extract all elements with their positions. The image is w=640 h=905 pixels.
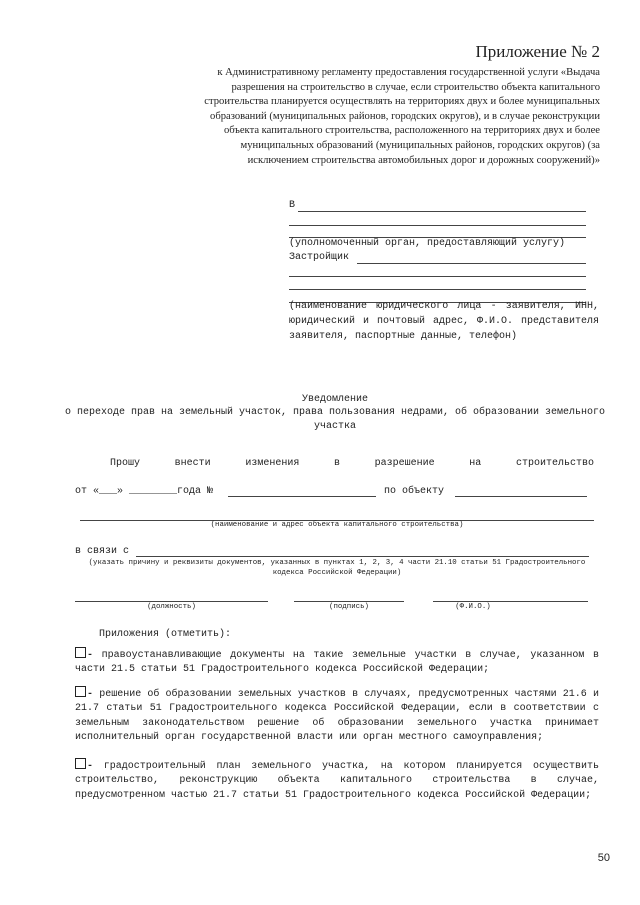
- reason-line: [136, 556, 589, 557]
- attachment-item: - правоустанавливающие документы на такие земельные участки в случае, указанном в части 21.5 статьи 51 Градостроительного кодекса Российской Федерации;: [75, 647, 599, 678]
- developer-line: [289, 289, 586, 290]
- developer-line: [289, 276, 586, 277]
- attachment-text: правоустанавливающие документы на такие земельные участки в случае, указанном в части 21.5 статьи 51 Градостроительного кодекса Российской Федерации;: [75, 650, 599, 676]
- attachments-heading: Приложения (отметить):: [99, 629, 232, 640]
- authority-caption: (уполномоченный орган, предоставляющий услугу): [289, 238, 566, 249]
- attachment-item: - градостроительный план земельного участка, на котором планируется осуществить строительство, реконструкцию объекта капитального строительства в случае, предусмотренном частью 21.7 статьи 51 Градостроительного кодекса Российской Федерации;: [75, 758, 599, 803]
- reason-label: в связи с: [75, 546, 130, 557]
- position-caption: (должность): [147, 603, 196, 611]
- attachment-text: решение об образовании земельных участков в случаях, предусмотренных частями 21.6 и 21.7 статьи 51 Градостроительного кодекса Российской Федерации, если в соответствии с земельным законодательством решение об образовании земельного участка принимает исполнительный орган государственной власти или орган местного самоуправления;: [75, 689, 599, 743]
- checkbox[interactable]: [75, 758, 86, 769]
- from-prefix: от «: [75, 486, 100, 497]
- object-label: по объекту: [384, 486, 445, 497]
- notice-title: Уведомление: [301, 394, 368, 405]
- request-word: строительство: [515, 458, 594, 469]
- name-caption: (Ф.И.О.): [455, 603, 491, 611]
- developer-label: Застройщик: [289, 252, 350, 263]
- notice-subtitle: о переходе прав на земельный участок, права пользования недрами, об образовании земельного участка: [64, 407, 606, 432]
- request-word: разрешение: [374, 458, 435, 469]
- annex-title: Приложение № 2: [475, 42, 600, 61]
- name-line: [433, 601, 588, 602]
- reason-caption: (указать причину и реквизиты документов, указанных в пунктах 1, 2, 3, 4 части 21.10 статьи 51 Градостроительного кодекса Российской Федерации): [88, 559, 586, 577]
- attachment-item: - решение об образовании земельных участков в случаях, предусмотренных частями 21.6 и 21.7 статьи 51 Градостроительного кодекса Российской Федерации, если в соответствии с земельным законодательством решение об образовании земельного участка принимает исполнительный орган государственной власти или орган местного самоуправления;: [75, 686, 599, 745]
- signature-caption: (подпись): [329, 603, 369, 611]
- checkbox[interactable]: [75, 686, 86, 697]
- authority-line: [298, 211, 586, 212]
- notice-heading: [60, 393, 610, 433]
- developer-caption: (наименование юридического лица - заявителя, ИНН, юридический и почтовый адрес, Ф.И.О. представителя заявителя, паспортные данные, телефон): [289, 301, 599, 342]
- from-mid: » ________года №: [117, 486, 214, 497]
- authority-line: [289, 225, 586, 226]
- annex-reference: к Административному регламенту предоставления государственной услуги «Выдача разрешения на строительство в случае, если строительство объекта капитального строительства планируется осуществлять на территориях двух и более муниципальных образований (муниципальных районов, городских округов), и в случае реконструкции объекта капитального строительства, расположенного на территориях двух и более муниципальных образований (муниципальных районов, городских округов) (за исключением строительства автомобильных дорог и дорожных сооружений)»: [204, 67, 600, 166]
- request-word: на: [469, 458, 482, 469]
- signature-line: [294, 601, 404, 602]
- developer-line: [357, 263, 586, 264]
- date-number-line: [75, 486, 213, 497]
- request-word: Прошу: [110, 458, 141, 469]
- checkbox[interactable]: [75, 647, 86, 658]
- object-line: [455, 496, 587, 497]
- day-blank: ___: [99, 486, 118, 497]
- request-word: внести: [174, 458, 211, 469]
- request-sentence: [110, 458, 594, 469]
- permit-number-line: [228, 496, 376, 497]
- to-label: В: [289, 200, 296, 211]
- request-word: изменения: [245, 458, 300, 469]
- position-line: [75, 601, 268, 602]
- page-number: 50: [597, 852, 610, 864]
- object-caption: (наименование и адрес объекта капитального строительства): [210, 521, 464, 529]
- request-word: в: [333, 458, 340, 469]
- attachment-text: градостроительный план земельного участка, на котором планируется осуществить строительство, реконструкцию объекта капитального строительства в случае, предусмотренном частью 21.7 статьи 51 Градостроительного кодекса Российской Федерации;: [75, 761, 599, 801]
